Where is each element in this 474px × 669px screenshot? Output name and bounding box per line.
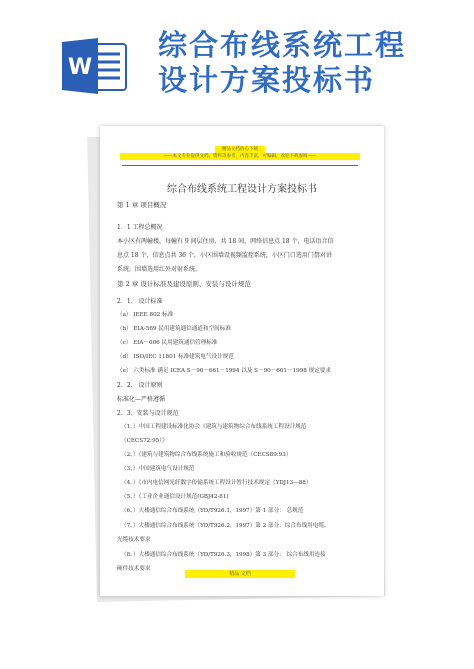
chapter-1-heading: 第 1 章 项目概况 (117, 201, 167, 209)
spec-item: （6、）大楼通信综合布线系统（YD/T926.1，1997）第 1 部分： 总规范 (121, 508, 304, 514)
spec-item-continued: 硬件技术要求 (117, 566, 151, 572)
footer-highlight-note: 精品 文档 (185, 570, 295, 578)
paragraph-line: 息点 18 个，信息点共 36 个，小区围墙设视频监控系统，小区门口选用门禁对讲 (117, 252, 332, 259)
header-note-line-1: 精品文档放心下载 (215, 146, 265, 153)
spec-item: （5、）《工业企业通信设计规范(GBJ42-81) (121, 494, 229, 500)
spec-item: （CECS72:95）》 (121, 438, 168, 444)
document-page (100, 126, 384, 596)
paragraph-line: 系统，围墙选用红外对射系统。 (117, 266, 202, 273)
section-2-3-heading: 2．3、安装与设计规范 (117, 410, 179, 417)
spec-item: （7、）大楼通信综合布线系统（YD/T926.2，1997）第 2 部分：综合布线用电缆、 (121, 523, 330, 529)
banner-title-line-1: 综合布线系统工程 (158, 28, 407, 62)
section-1-1-heading: 1．1 工程总概况 (117, 224, 163, 231)
header-rule (122, 165, 358, 166)
spec-item: （4、）《市内电信网光纤数字传输系统工程设计暂行技术规定（YDJ13—88） (121, 480, 312, 486)
document-title: 综合布线系统工程设计方案投标书 (167, 184, 317, 195)
spec-item: （2、）《建筑与建筑物综合布线系统施工和验收规范（CECS89:93） (121, 452, 292, 458)
paragraph-line: 标准化—严格遵循 (117, 396, 166, 403)
section-2-2-heading: 2．2、 设计原则 (117, 382, 163, 389)
spec-item: （1、）中国工程建设标准化协会《建筑与建筑物综合布线系统工程设计规范 (121, 424, 307, 430)
paragraph-line: 本小区有两幢楼，每幢有 9 间层住房，共 18 间，网络信息点 18 个，电话语音信 (117, 238, 334, 245)
word-document-icon (62, 38, 130, 94)
banner-title (158, 28, 458, 98)
section-2-1-heading: 2．1、 设计标准 (117, 298, 163, 305)
banner-title-line-2: 设计方案投标书 (158, 63, 376, 97)
spec-item-continued: 光缆技术要求 (117, 537, 151, 543)
standard-item: （a） IEEE 802 标准 (117, 312, 174, 318)
standard-item: （e） 六类标准 满足 ICEA S－90－661－1994 以及 S－90－661－1998 规定要求 (117, 368, 331, 374)
chapter-2-heading: 第 2 章 设计标准及建设原则、安装与设计规范 (117, 280, 251, 288)
standard-item: （c） EIA－606 民用建筑通信管理标准 (117, 340, 218, 346)
spec-item: （3、）中国建筑电气设计规范 (121, 466, 195, 472)
header-highlight-note (120, 146, 360, 160)
svg-text:W: W (67, 55, 93, 80)
standard-item: （b） EIA-569 民用建筑通信通道和空间标准 (117, 326, 231, 332)
standard-item: （d） ISO/IEC 11801 标准建筑电气设计规范 (117, 354, 234, 360)
spec-item: （8、）大楼通信综合布线系统（YD/T926.3，1998）第 3 部分： 综合布线用连接 (121, 552, 326, 558)
header-note-line-2: ——本文专业提供文档、资料等参考，内容丰富、可编辑，欢迎下载参阅—— (120, 153, 360, 160)
